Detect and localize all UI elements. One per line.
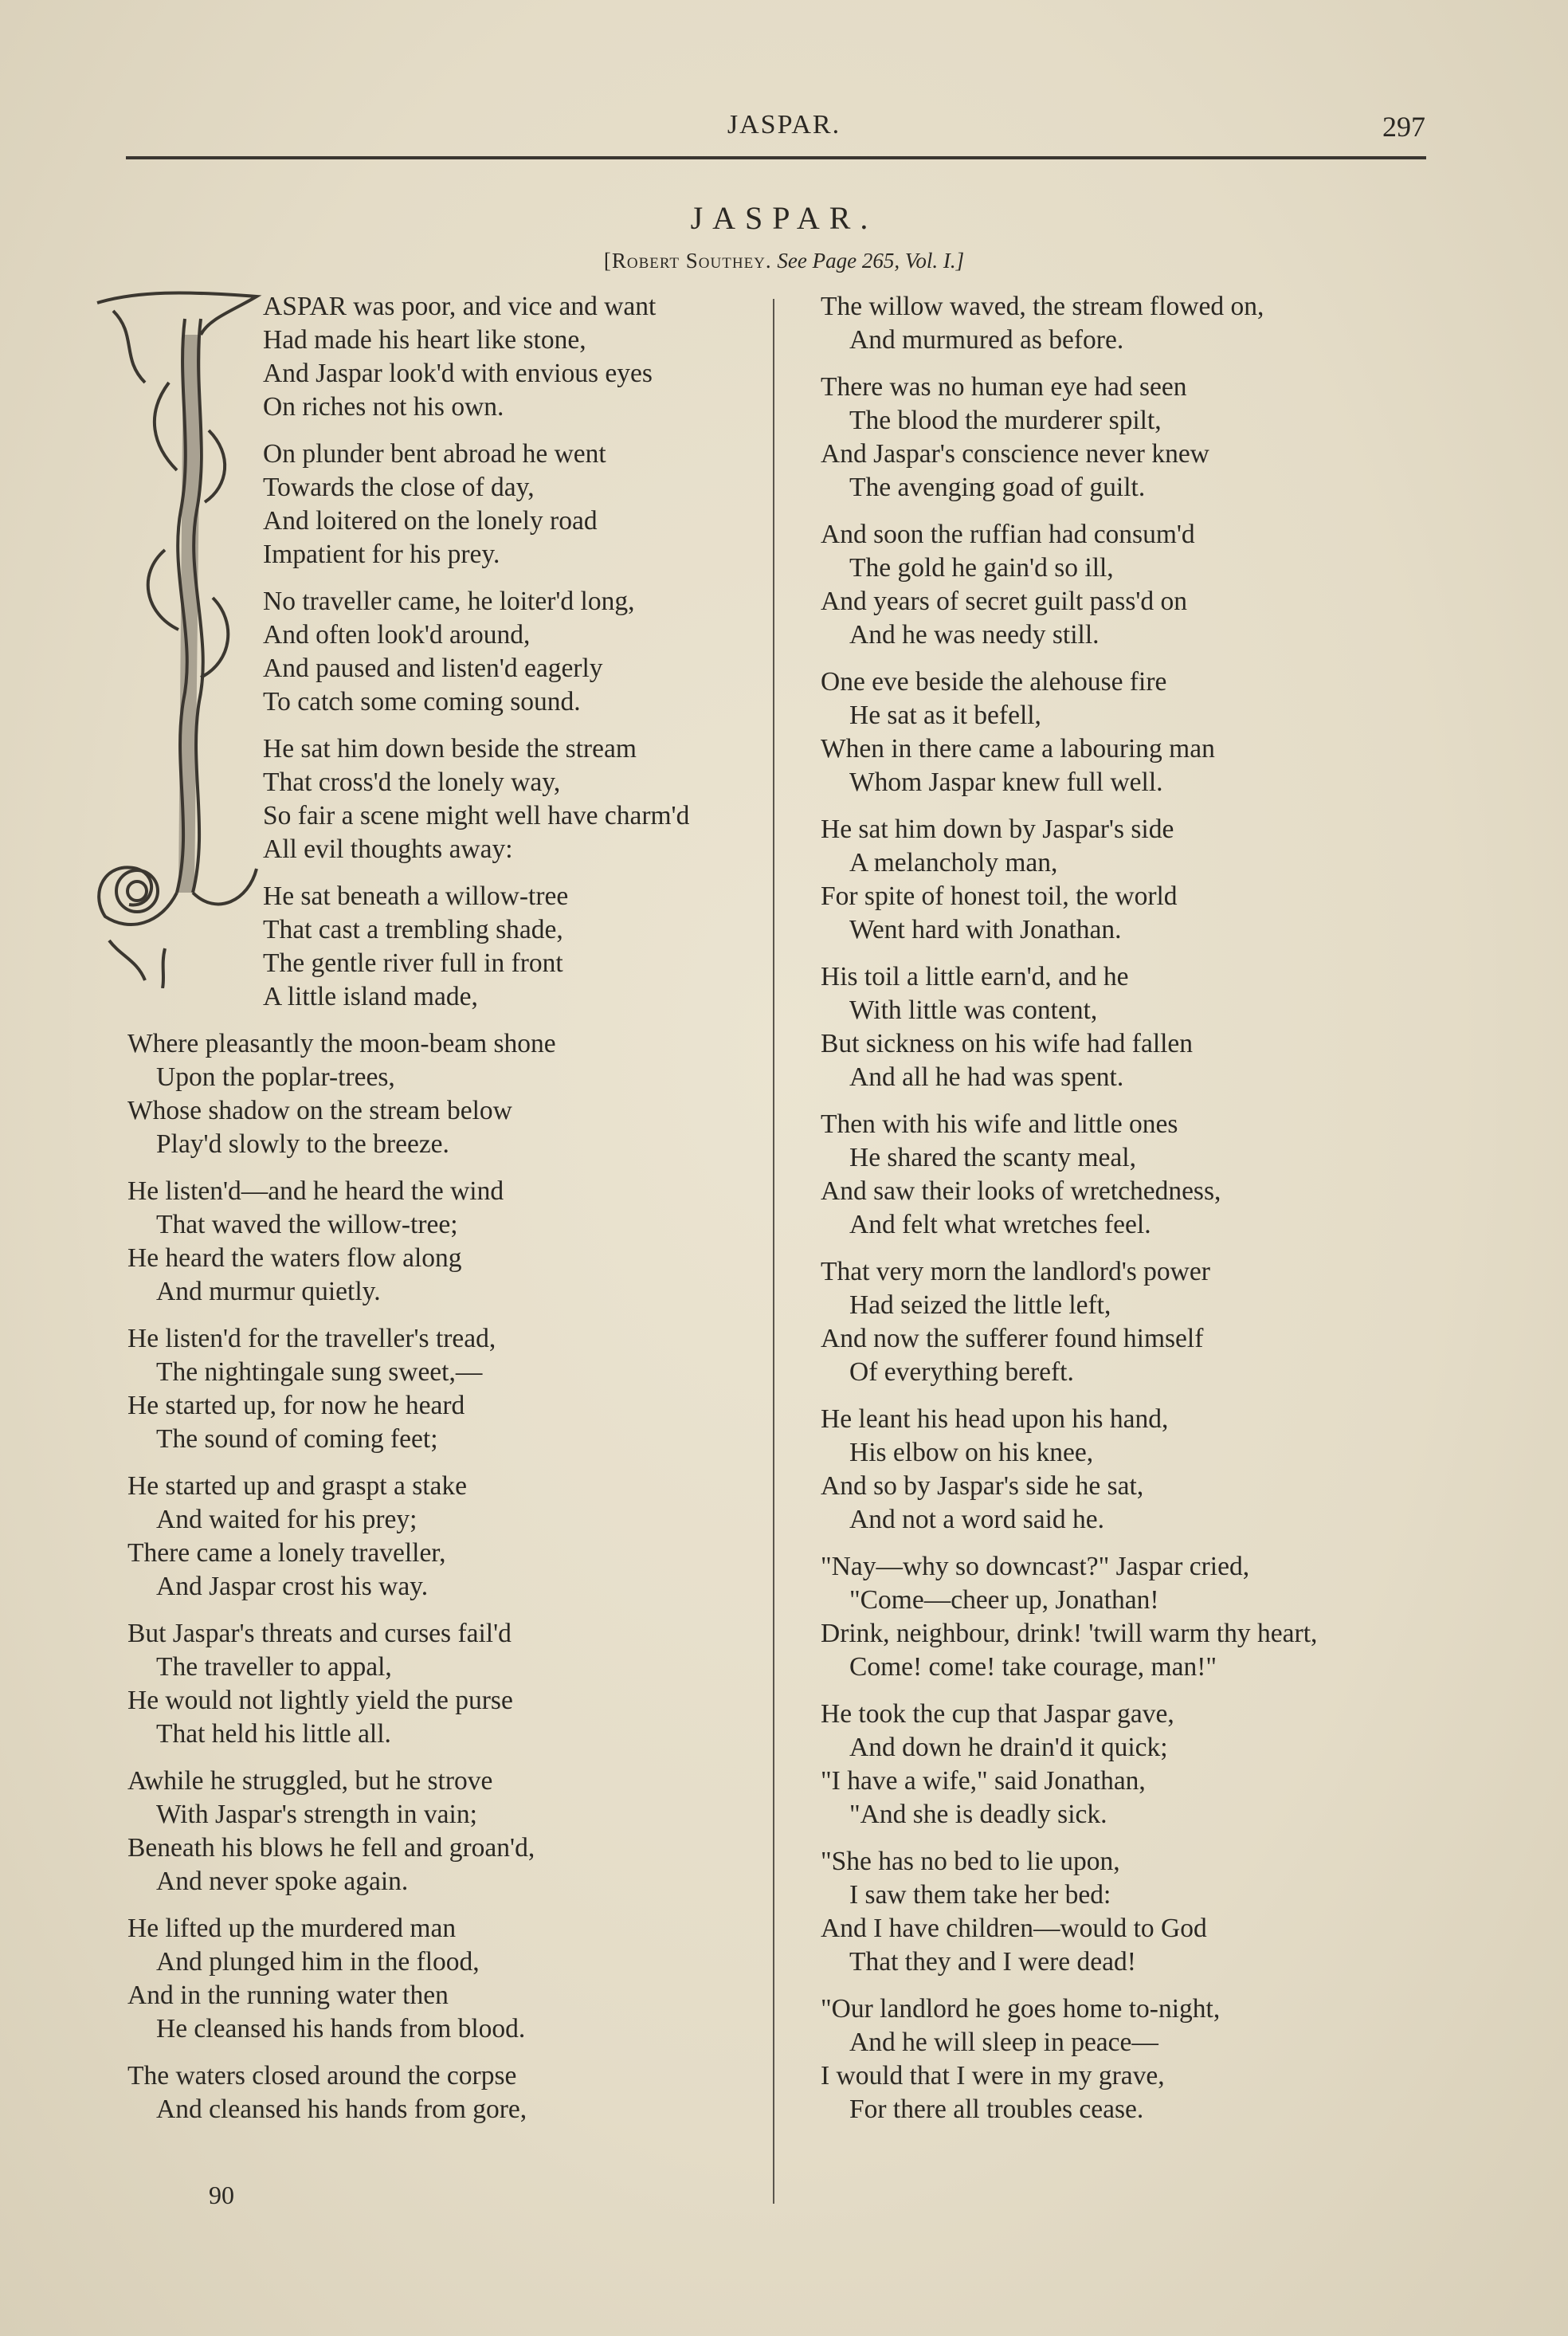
verse-line: Beneath his blows he fell and groan'd, [127,1833,535,1863]
verse-line: But sickness on his wife had fallen [821,1029,1194,1058]
verse-line: He would not lightly yield the purse [127,1686,513,1715]
verse-line: To catch some coming sound. [263,687,581,717]
verse-line: Whose shadow on the stream below [127,1096,512,1125]
verse-line: His toil a little earn'd, and he [821,962,1129,991]
verse-line: And so by Jaspar's side he sat, [821,1471,1144,1501]
verse-line: And murmur quietly. [156,1277,381,1306]
stanza [821,960,1362,1094]
verse-line: The nightingale sung sweet,— [156,1357,483,1387]
verse-line: And Jaspar crost his way. [156,1572,429,1601]
stanza [821,1992,1362,2126]
verse-line: He sat beneath a willow-tree [263,881,569,911]
verse-line: And years of secret guilt pass'd on [821,587,1188,616]
verse-line: And murmured as before. [849,325,1124,355]
verse-line: And often look'd around, [263,620,531,650]
verse-line: Awhile he struggled, but he strove [127,1766,493,1796]
verse-line: So fair a scene might well have charm'd [263,801,690,830]
verse-line: The traveller to appal, [156,1652,392,1682]
verse-line: And all he had was spent. [849,1062,1124,1092]
verse-line: Had made his heart like stone, [263,325,586,355]
verse-line: Went hard with Jonathan. [849,915,1122,944]
verse-line: Drink, neighbour, drink! 'twill warm thy heart, [821,1619,1318,1648]
verse-line: He listen'd—and he heard the wind [127,1176,504,1206]
verse-line: The blood the murderer spilt, [849,406,1162,435]
verse-line: A melancholy man, [849,848,1058,877]
verse-line: And cleansed his hands from gore, [156,2095,527,2124]
page-number: 297 [1382,111,1425,143]
verse-line: That held his little all. [156,1719,391,1749]
verse-line: He heard the waters flow along [127,1243,462,1273]
verse-line: On riches not his own. [263,392,504,422]
verse-line: All evil thoughts away: [263,834,513,864]
running-head: JASPAR. [727,110,841,139]
verse-line: He sat him down by Jaspar's side [821,815,1174,844]
verse-line: "She has no bed to lie upon, [821,1847,1120,1876]
stanza [821,1845,1362,1979]
verse-line: "Nay—why so downcast?" Jaspar cried, [821,1552,1250,1581]
verse-line: The willow waved, the stream flowed on, [821,292,1264,321]
verse-line: He listen'd for the traveller's tread, [127,1324,496,1353]
verse-line: And in the running water then [127,1981,449,2010]
verse-line: And loitered on the lonely road [263,506,598,536]
verse-line: Play'd slowly to the breeze. [156,1129,449,1159]
verse-line: And I have children—would to God [821,1914,1207,1943]
stanza [127,290,765,424]
verse-line: Upon the poplar-trees, [156,1062,395,1092]
verse-line: Impatient for his prey. [263,540,500,569]
stanza [821,1108,1362,1242]
verse-line: "Come—cheer up, Jonathan! [849,1585,1159,1615]
verse-line: Where pleasantly the moon-beam shone [127,1029,556,1058]
verse-line: He started up, for now he heard [127,1391,465,1420]
verse-line: That very morn the landlord's power [821,1257,1210,1286]
verse-line: But Jaspar's threats and curses fail'd [127,1619,512,1648]
stanza [127,1027,765,1161]
verse-line: I would that I were in my grave, [821,2061,1165,2091]
verse-line: On plunder bent abroad he went [263,439,606,469]
verse-line: Had seized the little left, [849,1290,1111,1320]
verse-line: That waved the willow-tree; [156,1210,458,1239]
verse-line: With Jaspar's strength in vain; [156,1800,477,1829]
stanza [127,1765,765,1898]
verse-line: And he will sleep in peace— [849,2028,1158,2057]
verse-line: Then with his wife and little ones [821,1109,1178,1139]
verse-line: "I have a wife," said Jonathan, [821,1766,1146,1796]
verse-line: No traveller came, he loiter'd long, [263,587,635,616]
verse-line: And now the sufferer found himself [821,1324,1204,1353]
verse-line: He leant his head upon his hand, [821,1404,1169,1434]
verse-line: He sat as it befell, [849,701,1041,730]
verse-line: And paused and listen'd eagerly [263,654,603,683]
stanza [127,585,765,719]
verse-line: And plunged him in the flood, [156,1947,480,1977]
attribution [0,249,1568,273]
verse-line: He sat him down beside the stream [263,734,637,764]
attribution-ref: See Page 265, Vol. I.] [777,249,965,273]
verse-line: Towards the close of day, [263,473,535,502]
column-divider [773,299,774,2204]
verse-line: And he was needy still. [849,620,1100,650]
verse-line: And Jaspar's conscience never knew [821,439,1209,469]
verse-line: Of everything bereft. [849,1357,1074,1387]
verse-line: The sound of coming feet; [156,1424,438,1454]
left-column [127,290,765,2140]
stanza [821,665,1362,799]
right-column [821,290,1362,2140]
verse-line: The waters closed around the corpse [127,2061,517,2091]
verse-line: Come! come! take courage, man!" [849,1652,1217,1682]
verse-line: And Jaspar look'd with envious eyes [263,359,653,388]
stanza [127,732,765,866]
verse-line: I saw them take her bed: [849,1880,1111,1910]
verse-line: With little was content, [849,995,1098,1025]
verse-line: He shared the scanty meal, [849,1143,1136,1172]
verse-line: "Our landlord he goes home to-night, [821,1994,1221,2024]
verse-line: And never spoke again. [156,1867,409,1896]
verse-line: And down he drain'd it quick; [849,1733,1168,1762]
verse-line: That cross'd the lonely way, [263,768,561,797]
stanza [127,1470,765,1604]
verse-line: For spite of honest toil, the world [821,881,1178,911]
verse-line: ASPAR was poor, and vice and want [263,292,657,321]
verse-line: He took the cup that Jaspar gave, [821,1699,1174,1729]
stanza [127,438,765,571]
header-rule [126,156,1426,159]
stanza [127,2059,765,2126]
stanza [821,813,1362,947]
stanza [127,1322,765,1456]
stanza [821,1403,1362,1537]
signature-mark: 90 [209,2181,234,2209]
verse-line: One eve beside the alehouse fire [821,667,1167,697]
verse-line: He lifted up the murdered man [127,1914,457,1943]
stanza [127,1175,765,1309]
verse-line: There came a lonely traveller, [127,1538,446,1568]
stanza [127,1912,765,2046]
verse-line: "And she is deadly sick. [849,1800,1107,1829]
stanza [821,290,1362,357]
verse-line: When in there came a labouring man [821,734,1215,764]
verse-line: His elbow on his knee, [849,1438,1094,1467]
stanza [821,1550,1362,1684]
verse-line: The gold he gain'd so ill, [849,553,1114,583]
verse-line: A little island made, [263,982,478,1011]
verse-line: And waited for his prey; [156,1505,417,1534]
stanza [127,880,765,1014]
verse-line: He cleansed his hands from blood. [156,2014,526,2044]
verse-line: And saw their looks of wretchedness, [821,1176,1221,1206]
verse-line: The gentle river full in front [263,948,563,978]
verse-line: And felt what wretches feel. [849,1210,1151,1239]
stanza [821,518,1362,652]
verse-line: He started up and graspt a stake [127,1471,468,1501]
verse-line: There was no human eye had seen [821,372,1187,402]
stanza [821,1255,1362,1389]
verse-line: That they and I were dead! [849,1947,1136,1977]
verse-line: The avenging goad of guilt. [849,473,1146,502]
verse-line: And soon the ruffian had consum'd [821,520,1195,549]
verse-line: For there all troubles cease. [849,2095,1144,2124]
stanza [821,1698,1362,1832]
verse-line: Whom Jaspar knew full well. [849,768,1163,797]
poem-title: JASPAR. [690,200,878,236]
verse-line: That cast a trembling shade, [263,915,563,944]
verse-line: And not a word said he. [849,1505,1105,1534]
stanza [821,371,1362,504]
attribution-author: [Robert Southey. [603,249,772,273]
stanza [127,1617,765,1751]
